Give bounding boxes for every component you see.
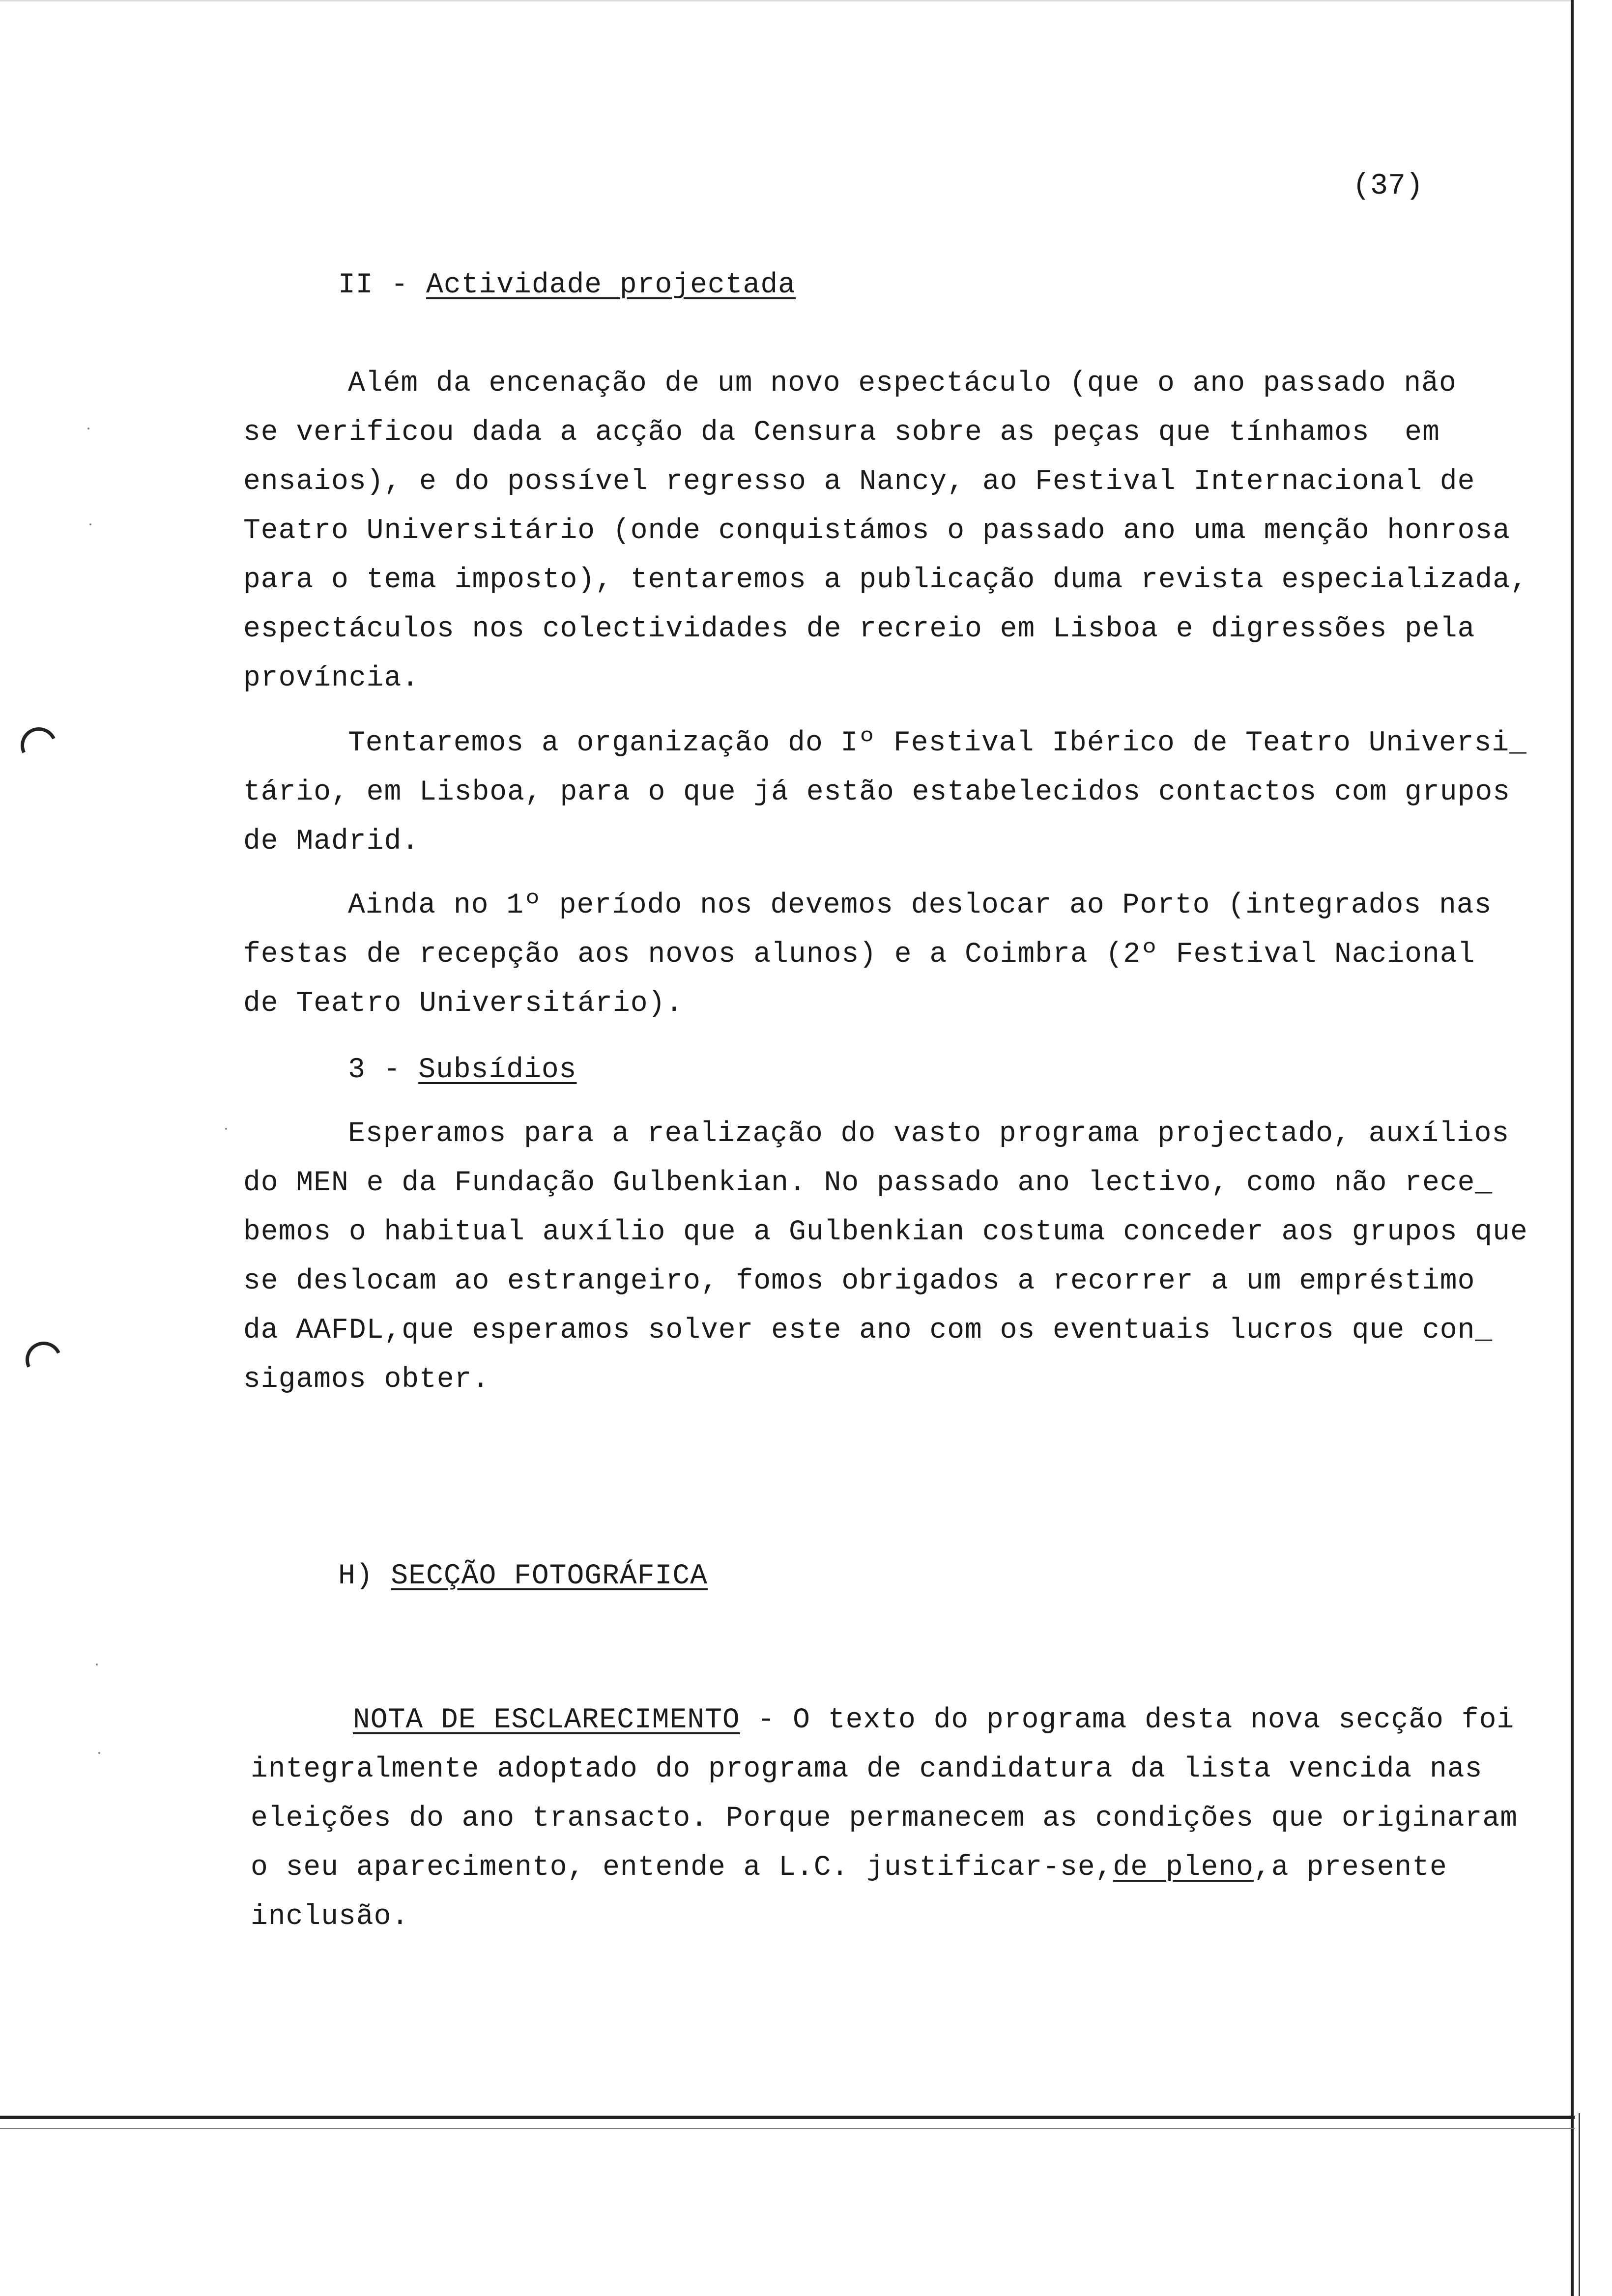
paragraph-line: de Teatro Universitário).	[243, 988, 684, 1020]
paragraph-line: Teatro Universitário (onde conquistámos o passado ano uma menção honrosa	[243, 515, 1511, 547]
punch-hole-mark-upper	[16, 722, 62, 769]
punch-hole-mark-lower	[21, 1337, 67, 1383]
top-edge-mark	[0, 0, 1573, 1]
paragraph-line: eleições do ano transacto. Porque permanecem as condições que originaram	[251, 1803, 1518, 1835]
paragraph-line: Esperamos para a realização do vasto programa projectado, auxílios	[348, 1118, 1510, 1150]
bottom-rule-thin	[0, 2128, 1575, 2129]
section-prefix: II -	[338, 269, 427, 301]
right-page-edge-lower	[1579, 2113, 1580, 2296]
paragraph-line: se deslocam ao estrangeiro, fomos obrigados a recorrer a um empréstimo	[243, 1265, 1475, 1297]
paragraph-line: tário, em Lisboa, para o que já estão estabelecidos contactos com grupos	[243, 776, 1511, 808]
section-heading-3	[348, 1054, 577, 1086]
note-text: o seu aparecimento, entende a L.C. justificar-se,	[251, 1852, 1113, 1884]
paragraph-line: festas de recepção aos novos alunos) e a Coimbra (2º Festival Nacional	[243, 939, 1475, 971]
scan-speck	[225, 1128, 227, 1130]
paragraph-line: inclusão.	[251, 1901, 409, 1933]
paragraph-line: da AAFDL,que esperamos solver este ano com os eventuais lucros que con_	[243, 1315, 1493, 1347]
paragraph-line: ensaios), e do possível regresso a Nancy, ao Festival Internacional de	[243, 466, 1475, 498]
paragraph-line: província.	[243, 662, 420, 694]
paragraph-line: de Madrid.	[243, 826, 420, 858]
paragraph-line: Além da encenação de um novo espectáculo (que o ano passado não	[348, 368, 1457, 400]
section-heading-h	[338, 1560, 708, 1592]
note-text: ,a presente	[1253, 1852, 1447, 1884]
paragraph-line: espectáculos nos colectividades de recreio em Lisboa e digressões pela	[243, 613, 1475, 645]
right-page-edge	[1571, 0, 1574, 2296]
note-line-emphasis	[251, 1852, 1447, 1884]
bottom-rule	[0, 2116, 1575, 2119]
scan-speck	[89, 523, 91, 525]
paragraph-line: Ainda no 1º período nos devemos deslocar ao Porto (integrados nas	[348, 890, 1492, 921]
scan-speck	[96, 1664, 98, 1665]
section-title: SECÇÃO FOTOGRÁFICA	[391, 1560, 708, 1592]
note-first-line	[353, 1704, 1514, 1736]
section-title: Subsídios	[418, 1054, 577, 1086]
note-emphasis: de pleno	[1113, 1852, 1254, 1884]
section-prefix: 3 -	[348, 1054, 419, 1086]
paragraph-line: sigamos obter.	[243, 1364, 490, 1396]
paragraph-line: se verificou dada a acção da Censura sobre as peças que tínhamos em	[243, 417, 1440, 449]
note-label: NOTA DE ESCLARECIMENTO	[353, 1704, 740, 1736]
section-heading-ii	[338, 269, 796, 301]
scan-speck	[87, 428, 89, 430]
section-prefix: H)	[338, 1560, 391, 1592]
paragraph-line: bemos o habitual auxílio que a Gulbenkian costuma conceder aos grupos que	[243, 1216, 1528, 1248]
paragraph-line: para o tema imposto), tentaremos a publicação duma revista especializada,	[243, 564, 1528, 596]
note-text: - O texto do programa desta nova secção foi	[740, 1704, 1515, 1736]
paragraph-line: Tentaremos a organização do Iº Festival Ibérico de Teatro Universi_	[348, 727, 1527, 759]
section-title: Actividade projectada	[426, 269, 796, 301]
paragraph-line: integralmente adoptado do programa de candidatura da lista vencida nas	[251, 1753, 1483, 1785]
page-number: (37)	[1353, 170, 1424, 203]
paragraph-line: do MEN e da Fundação Gulbenkian. No passado ano lectivo, como não rece_	[243, 1167, 1493, 1199]
scan-speck	[98, 1752, 100, 1754]
